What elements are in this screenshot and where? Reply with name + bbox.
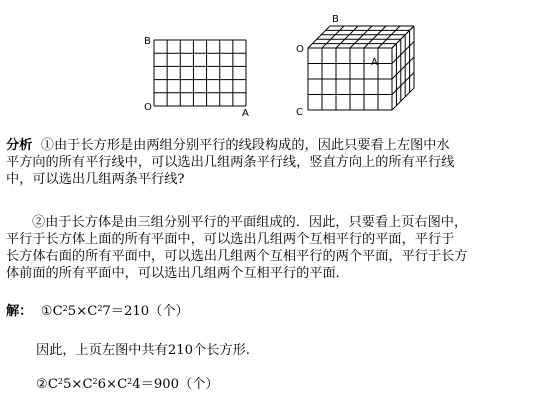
- label-b-left: B: [144, 36, 151, 47]
- solution-line-1: [6, 303, 189, 320]
- analysis-paragraph-2: [6, 214, 551, 282]
- analysis-p2-line2: 平行于长方体上面的所有平面中，可以选出几组两个互相平行的平面，平行于: [6, 232, 455, 247]
- cuboid-grid-figure: [292, 10, 422, 118]
- analysis-paragraph-1: [6, 137, 551, 188]
- label-o-right: O: [296, 44, 304, 55]
- label-o-left: O: [144, 102, 152, 113]
- analysis-p1-line2: 平方向的所有平行线中，可以选出几组两条平行线，竖直方向上的所有平行线: [6, 155, 455, 170]
- top-depth-line: [308, 26, 330, 48]
- formula-1: $①C^25\times C^27=210$（个）: [40, 304, 189, 319]
- formula-2: $②C^25\times C^26\times C^24=900$（个）: [36, 377, 219, 392]
- label-a-right: A: [371, 57, 378, 68]
- analysis-p2-line3: 长方体右面的所有平面中，可以选出几组两个互相平行的两个平面，平行于长方: [6, 249, 468, 264]
- label-b-right: B: [332, 14, 339, 25]
- top-depth-line: [336, 26, 358, 48]
- analysis-p1-line3: 中，可以选出几组两条平行线?: [6, 172, 185, 187]
- analysis-p2-line4: 体前面的所有平面中，可以选出几组两个互相平行的平面．: [6, 266, 349, 281]
- analysis-p2-line1: ②由于长方体是由三组分别平行的平面组成的．因此，只要看上页右图中，: [32, 215, 468, 230]
- label-a-left: A: [242, 108, 249, 116]
- analysis-heading: 分析: [6, 138, 33, 153]
- top-depth-line: [364, 26, 386, 48]
- solution-heading: 解：: [6, 304, 33, 319]
- top-depth-line: [350, 26, 372, 48]
- label-c-right: C: [296, 107, 303, 118]
- rectangle-grid-figure: [140, 34, 260, 116]
- solution-conclusion: 因此，上页左图中共有210个长方形.: [36, 343, 250, 358]
- analysis-p1-line1: ①由于长方形是由两组分别平行的线段构成的，因此只要看上左图中水: [40, 138, 450, 153]
- top-depth-line: [322, 26, 344, 48]
